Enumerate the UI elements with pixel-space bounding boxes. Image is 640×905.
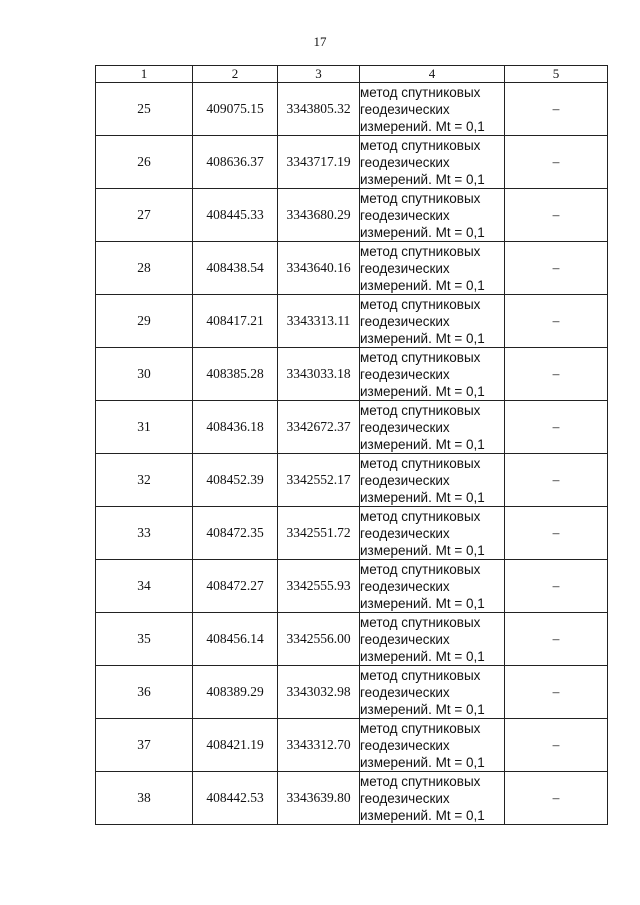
y-coordinate-cell: 3343032.98 (278, 666, 360, 719)
column-header: 1 (96, 66, 193, 83)
method-line: метод спутниковых (360, 667, 481, 683)
x-coordinate-cell: 408472.35 (193, 507, 278, 560)
method-line: геодезических (360, 737, 450, 753)
table-header-row (96, 66, 608, 83)
method-line: геодезических (360, 207, 450, 223)
table-row (96, 401, 608, 454)
note-cell: – (505, 507, 608, 560)
method-line: метод спутниковых (360, 561, 481, 577)
method-cell (360, 454, 505, 507)
point-number-cell: 34 (96, 560, 193, 613)
point-number-cell: 33 (96, 507, 193, 560)
x-coordinate-cell: 409075.15 (193, 83, 278, 136)
x-coordinate-cell: 408438.54 (193, 242, 278, 295)
point-number-cell: 29 (96, 295, 193, 348)
method-line: геодезических (360, 154, 450, 170)
method-cell (360, 401, 505, 454)
method-line: метод спутниковых (360, 243, 481, 259)
method-line: метод спутниковых (360, 455, 481, 471)
table-row (96, 560, 608, 613)
method-line: измерений. Mt = 0,1 (360, 436, 485, 452)
method-cell (360, 136, 505, 189)
x-coordinate-cell: 408417.21 (193, 295, 278, 348)
point-number-cell: 27 (96, 189, 193, 242)
column-header: 5 (505, 66, 608, 83)
x-coordinate-cell: 408442.53 (193, 772, 278, 825)
method-line: измерений. Mt = 0,1 (360, 330, 485, 346)
note-cell: – (505, 189, 608, 242)
note-cell: – (505, 295, 608, 348)
y-coordinate-cell: 3343639.80 (278, 772, 360, 825)
y-coordinate-cell: 3343033.18 (278, 348, 360, 401)
method-line: измерений. Mt = 0,1 (360, 489, 485, 505)
method-line: геодезических (360, 525, 450, 541)
x-coordinate-cell: 408436.18 (193, 401, 278, 454)
note-cell: – (505, 136, 608, 189)
x-coordinate-cell: 408445.33 (193, 189, 278, 242)
y-coordinate-cell: 3342551.72 (278, 507, 360, 560)
method-line: измерений. Mt = 0,1 (360, 807, 485, 823)
table-row (96, 613, 608, 666)
y-coordinate-cell: 3343312.70 (278, 719, 360, 772)
method-line: измерений. Mt = 0,1 (360, 701, 485, 717)
y-coordinate-cell: 3342556.00 (278, 613, 360, 666)
point-number-cell: 30 (96, 348, 193, 401)
method-cell (360, 666, 505, 719)
method-cell (360, 719, 505, 772)
y-coordinate-cell: 3343717.19 (278, 136, 360, 189)
x-coordinate-cell: 408456.14 (193, 613, 278, 666)
method-line: измерений. Mt = 0,1 (360, 595, 485, 611)
method-line: метод спутниковых (360, 773, 481, 789)
note-cell: – (505, 666, 608, 719)
method-cell (360, 189, 505, 242)
method-line: метод спутниковых (360, 614, 481, 630)
y-coordinate-cell: 3342552.17 (278, 454, 360, 507)
method-line: метод спутниковых (360, 296, 481, 312)
y-coordinate-cell: 3343313.11 (278, 295, 360, 348)
method-cell (360, 560, 505, 613)
x-coordinate-cell: 408421.19 (193, 719, 278, 772)
note-cell: – (505, 772, 608, 825)
y-coordinate-cell: 3343805.32 (278, 83, 360, 136)
x-coordinate-cell: 408452.39 (193, 454, 278, 507)
method-line: геодезических (360, 790, 450, 806)
method-line: метод спутниковых (360, 402, 481, 418)
note-cell: – (505, 242, 608, 295)
method-line: измерений. Mt = 0,1 (360, 224, 485, 240)
x-coordinate-cell: 408636.37 (193, 136, 278, 189)
method-line: метод спутниковых (360, 349, 481, 365)
table-row (96, 666, 608, 719)
table-row (96, 454, 608, 507)
method-cell (360, 772, 505, 825)
column-header: 2 (193, 66, 278, 83)
x-coordinate-cell: 408385.28 (193, 348, 278, 401)
table-row (96, 136, 608, 189)
point-number-cell: 37 (96, 719, 193, 772)
point-number-cell: 31 (96, 401, 193, 454)
y-coordinate-cell: 3342672.37 (278, 401, 360, 454)
x-coordinate-cell: 408389.29 (193, 666, 278, 719)
method-cell (360, 295, 505, 348)
method-line: геодезических (360, 578, 450, 594)
method-line: геодезических (360, 366, 450, 382)
method-cell (360, 613, 505, 666)
column-header: 3 (278, 66, 360, 83)
y-coordinate-cell: 3343680.29 (278, 189, 360, 242)
method-line: метод спутниковых (360, 84, 481, 100)
note-cell: – (505, 613, 608, 666)
method-line: измерений. Mt = 0,1 (360, 648, 485, 664)
table-row (96, 189, 608, 242)
method-line: измерений. Mt = 0,1 (360, 542, 485, 558)
coordinates-table (95, 65, 608, 825)
method-line: измерений. Mt = 0,1 (360, 383, 485, 399)
method-line: геодезических (360, 472, 450, 488)
table-row (96, 295, 608, 348)
note-cell: – (505, 401, 608, 454)
table-row (96, 772, 608, 825)
point-number-cell: 25 (96, 83, 193, 136)
page-number: 17 (313, 34, 327, 49)
method-line: геодезических (360, 260, 450, 276)
table-row (96, 242, 608, 295)
method-cell (360, 507, 505, 560)
method-cell (360, 242, 505, 295)
method-line: геодезических (360, 101, 450, 117)
method-line: метод спутниковых (360, 190, 481, 206)
method-line: геодезических (360, 631, 450, 647)
method-line: метод спутниковых (360, 137, 481, 153)
method-line: измерений. Mt = 0,1 (360, 118, 485, 134)
table-row (96, 719, 608, 772)
note-cell: – (505, 560, 608, 613)
y-coordinate-cell: 3342555.93 (278, 560, 360, 613)
method-line: измерений. Mt = 0,1 (360, 277, 485, 293)
method-line: измерений. Mt = 0,1 (360, 754, 485, 770)
column-header: 4 (360, 66, 505, 83)
point-number-cell: 32 (96, 454, 193, 507)
table-row (96, 83, 608, 136)
method-cell (360, 348, 505, 401)
point-number-cell: 36 (96, 666, 193, 719)
note-cell: – (505, 83, 608, 136)
y-coordinate-cell: 3343640.16 (278, 242, 360, 295)
x-coordinate-cell: 408472.27 (193, 560, 278, 613)
method-line: геодезических (360, 313, 450, 329)
note-cell: – (505, 454, 608, 507)
method-line: метод спутниковых (360, 508, 481, 524)
method-cell (360, 83, 505, 136)
method-line: геодезических (360, 684, 450, 700)
method-line: измерений. Mt = 0,1 (360, 171, 485, 187)
table-row (96, 348, 608, 401)
table-row (96, 507, 608, 560)
note-cell: – (505, 719, 608, 772)
note-cell: – (505, 348, 608, 401)
point-number-cell: 26 (96, 136, 193, 189)
method-line: метод спутниковых (360, 720, 481, 736)
point-number-cell: 35 (96, 613, 193, 666)
point-number-cell: 28 (96, 242, 193, 295)
point-number-cell: 38 (96, 772, 193, 825)
method-line: геодезических (360, 419, 450, 435)
